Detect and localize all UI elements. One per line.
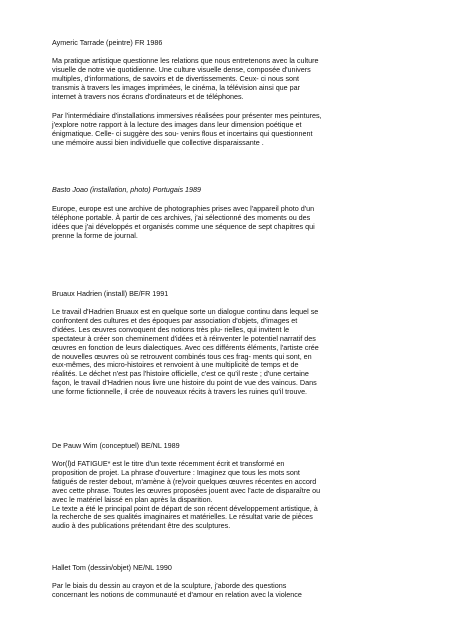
text-line: Le travail d'Hadrien Bruaux est en quelque sorte un dialogue continu dans lequel se [52, 307, 319, 316]
text-line: visuelle de notre vie quotidienne. Une culture visuelle dense, composée d'univers [52, 64, 311, 74]
text-line: façon, le travail d'Hadrien nous livre une histoire du point de vue des vaincus. Dans [52, 378, 317, 388]
text-line: d'idées. Les œuvres convoquent des notions très plu- rielles, qui invitent le [52, 324, 290, 334]
artist-heading: Hallet Tom (dessin/objet) NE/NL 1990 [52, 563, 172, 572]
text-line: Ma pratique artistique questionne les relations que nous entretenons avec la culture [52, 56, 319, 65]
paragraph [52, 112, 402, 148]
text-line: de nouvelles œuvres où se retrouvent combinés tous ces frag- ments qui sont, en [52, 351, 312, 361]
text-line: transmis à travers les images imprimées, le cinéma, la télévision ainsi que par [52, 82, 301, 92]
paragraph [52, 57, 402, 102]
text-line: avec le matériel laissé en plan après la disparition. [52, 494, 213, 504]
text-line: une forme fictionnelle, il crée de nouveaux récits à travers les ruines qu'il trouve. [52, 387, 308, 397]
paragraph [52, 582, 402, 600]
text-line: audio à des publications prétendant être des sculptures. [52, 521, 231, 531]
text-line: idées que j'ai développés et organisés comme une séquence de sept chapitres qui [52, 221, 315, 231]
text-line: énigmatique. Celle- ci suggère des sou- venirs flous et incertains qui questionnent [52, 128, 313, 138]
text-line: Le texte a été le principal point de départ de son récent développement artistique, à [52, 503, 318, 513]
text-line: confrontent des cultures et des époques par association d'objets, d'images et [52, 315, 298, 325]
text-line: concernant les notions de communauté et d'amour en relation avec la violence [52, 589, 302, 599]
artist-heading: De Pauw Wim (conceptuel) BE/NL 1989 [52, 441, 180, 450]
text-line: eux-mêmes, des micro-histoires et renvoient à une multiplicité de temps et de [52, 360, 299, 370]
text-line: proposition de projet. La phrase d'ouverture : Imaginez que tous les mots sont [52, 467, 300, 477]
text-line: Par l'intermédiaire d'installations immersives réalisées pour présenter mes peintures, [52, 111, 322, 120]
text-line: la recherche de ses qualités imaginaires et matérielles. Le résultat varie de pièces [52, 512, 313, 522]
paragraph [52, 308, 402, 397]
text-line: œuvres en fonction de leurs dialectiques. Avec ces différents éléments, l'artiste crée [52, 342, 319, 352]
text-line: Par le biais du dessin au crayon et de la sculpture, j'aborde des questions [52, 581, 287, 590]
paragraph [52, 205, 402, 241]
text-line: spectateur à créer son cheminement d'idées et à réinventer le potentiel narratif des [52, 333, 316, 343]
text-line: prenne la forme de journal. [52, 230, 138, 240]
artist-heading: Bruaux Hadrien (install) BE/FR 1991 [52, 289, 169, 298]
text-line: avec cette phrase. Toutes les œuvres proposées jouent avec l'acte de disparaître ou [52, 485, 321, 495]
text-line: multiples, d'informations, de savoirs et de divertissements. Ceux- ci nous sont [52, 73, 300, 83]
text-line: j'explore notre rapport à la lecture des images dans leur dimension poétique et [52, 119, 302, 129]
text-line: réalités. Le déchet n'est pas l'histoire officielle, c'est ce qu'il reste ; d'une certaine [52, 369, 309, 379]
text-line: une mémoire aussi bien individuelle que collective disparaissante . [52, 137, 264, 147]
paragraph [52, 460, 402, 531]
text-line: fatigués de rester debout, m'amène à (re)voir quelques œuvres récentes en accord [52, 476, 317, 486]
text-line: téléphone portable. À partir de ces archives, j'ai sélectionné des moments ou des [52, 212, 311, 222]
text-line: internet à travers nos écrans d'ordinateurs et de téléphones. [52, 91, 244, 101]
artist-heading: Aymeric Tarrade (peintre) FR 1986 [52, 38, 163, 47]
text-line: Wor(l)d FATIGUE* est le titre d'un texte récemment écrit et transformé en [52, 459, 285, 468]
text-line: Europe, europe est une archive de photographies prises avec l'appareil photo d'un [52, 204, 315, 213]
artist-heading: Basto Joao (installation, photo) Portugais 1989 [52, 185, 202, 194]
